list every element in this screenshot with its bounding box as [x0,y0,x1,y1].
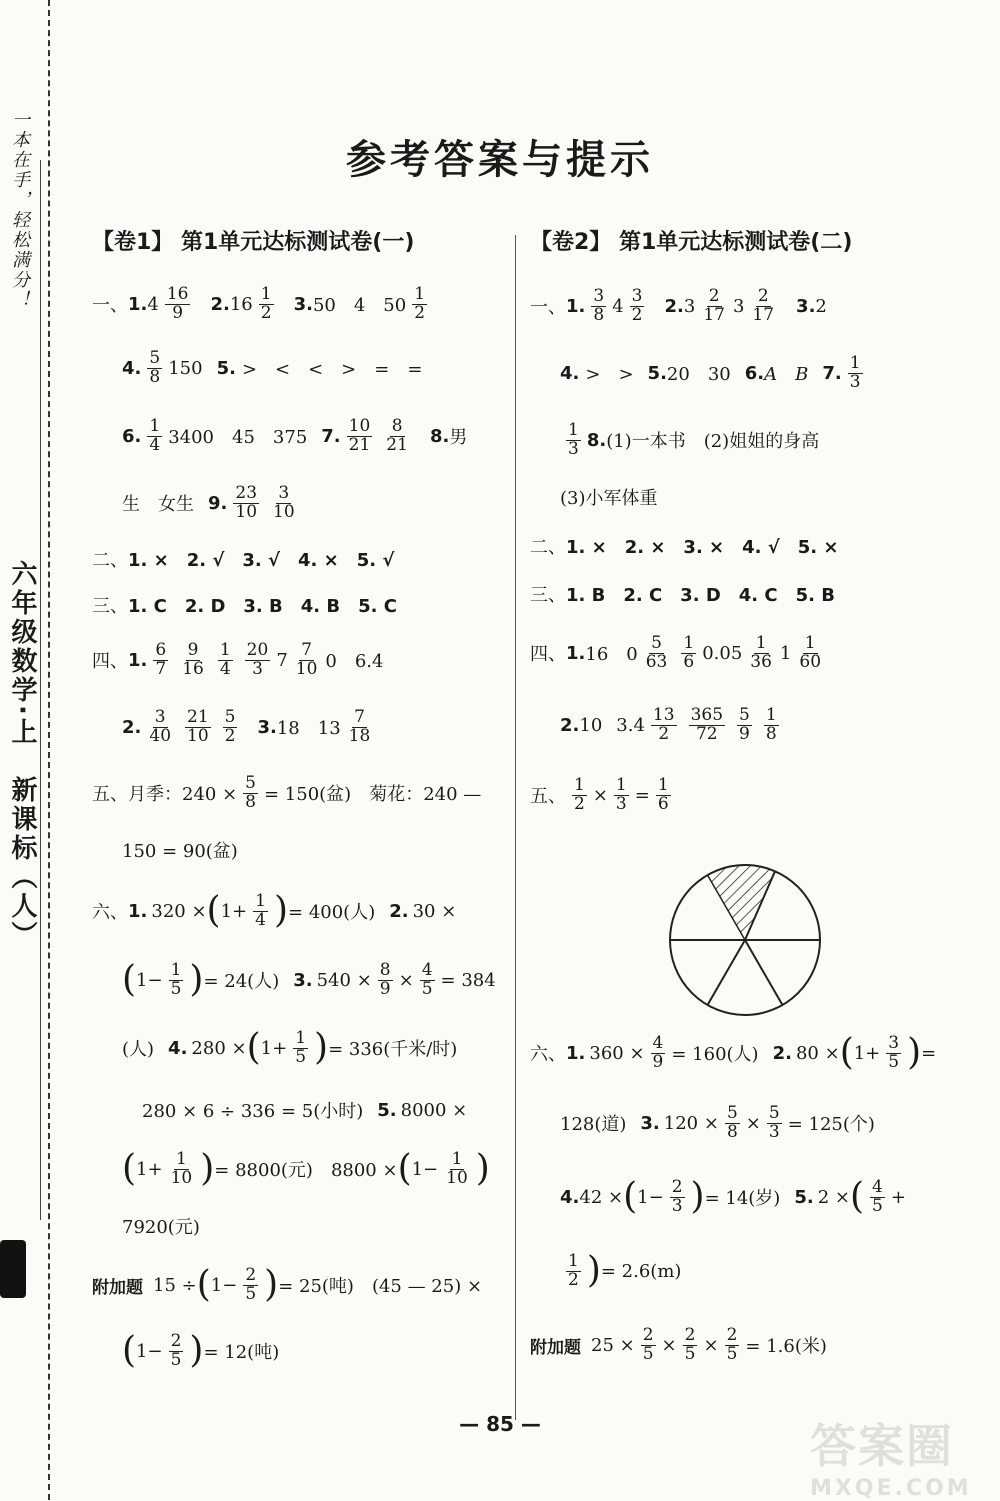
fraction: $\frac{1}{6}$ [657,774,669,814]
fraction: $\frac{20}{3}$ [246,639,269,679]
item-number: 1. [128,900,148,922]
answer-value: 15 ÷ [153,1274,197,1296]
left-section-header: 【卷1】 第1单元达标测试卷(一) [92,230,415,255]
question-label: 二、 [92,550,128,571]
fraction: $\frac{2}{5}$ [245,1264,257,1304]
margin-rule [40,160,41,1220]
right-section-header: 【卷2】 第1单元达标测试卷(二) [530,230,853,255]
fraction: $\frac{2}{5}$ [726,1324,738,1364]
answer-line [92,692,512,762]
extra-question-label: 附加题 [92,1277,143,1298]
item-number: 3. [293,969,313,991]
answer-line: 六、 1. 320 × ( 1+ $\frac{1}{4}$ ) = 400(人) 2. 30 × [92,890,457,931]
fraction: $\frac{1}{2}$ [260,283,272,323]
fraction: $\frac{4}{5}$ [872,1176,883,1216]
answer-value: 150 = 90(盆) [122,841,238,862]
fraction: $\frac{5}{8}$ [245,772,256,812]
answer-value: 540 × [316,969,372,991]
item-number: 3. [640,1112,660,1134]
fraction: $\frac{1}{2}$ [414,283,426,323]
binding-margin [0,0,50,1500]
answer-value: = 125(个) [787,1114,875,1135]
answer-value: 7 [276,649,288,671]
fraction: $\frac{3}{8}$ [593,285,605,325]
item-number: 3. [616,714,634,736]
item-number: 9. [208,492,228,514]
cut-line [48,0,50,1500]
fraction: $\frac{2}{17}$ [703,285,725,325]
circle-diagram [665,860,825,1020]
answer-value: > > [585,364,634,385]
answer-value: > < < > = = [241,359,423,380]
answer-value: 50 4 50 [312,295,407,316]
answer-value: 0 6.4 [325,651,384,672]
answer-value: 3400 45 375 [168,427,308,448]
watermark-logo [810,1410,995,1501]
answer-value: 150 [168,357,203,379]
fraction: $\frac{5}{8}$ [726,1102,738,1142]
item-number: 6. [122,425,142,447]
answer-line [92,402,512,470]
item-number: 8. [586,429,607,451]
item-number: 5. [794,1186,814,1208]
answer-line: 六、 1. 360 × $\frac{4}{9}$ = 160(人) 2. 80 × ( 1+ $\frac{3}{5}$ ) = [530,1032,937,1073]
fraction: $\frac{7}{10}$ [295,639,318,679]
answer-value: (3)小军体重 [560,488,658,509]
answer-value: A B [764,364,809,385]
fraction: $\frac{8}{21}$ [386,415,408,455]
answer-value: (人) [122,1039,155,1060]
fraction: $\frac{2}{5}$ [170,1330,182,1370]
answer-value: 7920(元) [122,1217,200,1238]
item-number: 5. [647,362,667,384]
right-column [530,225,960,828]
answer-value: 月季：240 × [128,784,238,805]
answer-value: = 8800(元) 8800 × [214,1160,398,1181]
answer-value: 360 × [589,1042,645,1064]
answer-value: 320 × [151,900,207,922]
answer-value: 3 [683,295,696,317]
item-number: 1. [566,642,586,664]
item-number: 2. [122,716,142,738]
item-number: 4. [122,357,142,379]
answer-value: = 160(人) [671,1044,759,1065]
answer-line [92,1082,512,1138]
answer-line: ( 1− $\frac{2}{5}$ ) = 12(吨) [122,1330,280,1371]
answer-line: ( 1+ $\frac{1}{10}$ ) = 8800(元) 8800 × ( 1− $\frac{1}{10}$ ) [122,1148,490,1189]
answer-value: 3 [732,295,745,317]
fraction: $\frac{2}{5}$ [684,1324,696,1364]
answer-line: (人) 4. 280 × ( 1+ $\frac{1}{5}$ ) = 336(千米/时) [122,1027,458,1068]
item-number: 1. [566,1042,586,1064]
answer-value: = 24(人) [203,971,280,992]
watermark-url-text: MXQE.COM [810,1476,972,1501]
answer-line [92,274,512,334]
extra-question-label: 附加题 [530,1337,581,1358]
question-label: 四、 [92,651,128,672]
fraction: $\frac{4}{5}$ [421,959,433,999]
answer-value: 30 × [412,900,457,922]
fraction: $\frac{2}{17}$ [752,285,775,325]
answer-value: 16 0 [585,644,638,665]
answer-value: 0.05 [702,642,743,664]
answer-value: 128(道) [560,1114,627,1135]
answer-value: 2 [815,295,827,317]
question-label: 四、 [530,644,566,665]
item-number: 2. [664,295,684,317]
item-number: 4. [560,362,580,384]
fraction: $\frac{1}{10}$ [170,1148,193,1188]
answer-line [530,472,960,522]
answer-line: $\frac{1}{2}$ ) = 2.6(m) [568,1250,682,1291]
question-label: 六、 [530,1044,566,1065]
radius-line [745,940,783,1005]
fraction: $\frac{1}{6}$ [683,632,695,672]
answer-line [530,618,960,688]
watermark-main-text: 答案圈 [810,1419,954,1473]
answer-value: 80 × [795,1042,840,1064]
answer-line [92,582,512,628]
answer-value: = 14(岁) [704,1188,781,1209]
fraction: $\frac{2}{5}$ [642,1324,654,1364]
answer-line [530,522,960,570]
fraction: $\frac{1}{4}$ [219,639,231,679]
fraction: $\frac{9}{16}$ [182,639,204,679]
item-number: 1. [128,649,148,671]
answer-value: = 336(千米/时) [328,1039,458,1060]
answer-value: = 12(吨) [203,1342,280,1363]
answer-line [92,762,512,824]
fraction: $\frac{2}{3}$ [671,1176,683,1216]
column-divider [515,235,516,1420]
answer-value: 男 [449,427,468,448]
answer-value: 8000 × [400,1099,468,1121]
fraction: $\frac{1}{2}$ [574,774,585,814]
answer-line: 附加题 15 ÷ ( 1− $\frac{2}{5}$ ) = 25(吨) (45 — 25) × [92,1264,483,1305]
fraction: $\frac{8}{9}$ [379,959,391,999]
answer-value: 18 13 [276,718,341,739]
item-number: 2. [772,1042,792,1064]
fraction: $\frac{1}{10}$ [446,1148,468,1188]
answer-value: = 2.6(m) [600,1260,682,1282]
item-number: 7. [321,425,341,447]
answer-line [92,1200,512,1252]
item-number: 4. [168,1037,188,1059]
answer-line [530,762,960,828]
answer-value: = 1.6(米) [745,1336,827,1357]
fraction: $\frac{5}{8}$ [149,347,161,387]
right-column-lower [530,1020,960,1382]
publisher-logo-tab [0,1240,26,1298]
fraction: $\frac{1}{3}$ [615,774,627,814]
question-label: 三、 [92,596,128,617]
fraction: $\frac{1}{8}$ [765,704,777,744]
answer-line: 4. 42 × ( 1− $\frac{2}{3}$ ) = 14(岁) 5. 2 × ( $\frac{4}{5}$ + [560,1176,906,1217]
book-info-text: 六年级数学·上 新课标（人） [7,560,37,950]
answer-line [530,570,960,618]
item-number: 6. [744,362,765,384]
fraction: $\frac{1}{36}$ [750,632,772,672]
answer-value: = 384 [440,969,496,991]
fraction: $\frac{1}{4}$ [255,890,266,930]
item-number: 1. [566,295,586,317]
answer-value: 10 [579,714,603,736]
answer-line [530,338,960,408]
operator: = [634,784,650,806]
left-column [92,225,512,1384]
fraction: $\frac{5}{3}$ [768,1102,780,1142]
fraction: $\frac{3}{40}$ [149,706,172,746]
answer-value: = [921,1042,937,1064]
item-number: 2. [210,293,230,315]
answer-value: 42 × [579,1186,624,1208]
answer-value: (1)一本书 (2)姐姐的身高 [606,431,820,452]
answer-value: 1. × 2. √ 3. √ 4. × 5. √ [128,550,395,571]
answer-value: 280 × 6 ÷ 336 = 5(小时) [142,1101,364,1122]
fraction: $\frac{10}{21}$ [348,415,371,455]
fraction: $\frac{3}{5}$ [888,1032,900,1072]
fraction: $\frac{1}{4}$ [149,415,161,455]
fraction: $\frac{7}{18}$ [348,706,371,746]
answer-value: 25 × [591,1334,635,1356]
fraction: $\frac{1}{60}$ [799,632,822,672]
answer-value: = 25(吨) (45 — 25) × [278,1276,483,1297]
answer-value: 1. C 2. D 3. B 4. B 5. C [128,596,397,617]
answer-line [92,470,512,536]
fraction: $\frac{365}{72}$ [690,704,724,744]
item-number: 2. [389,900,409,922]
answer-value: 1. B 2. C 3. D 4. C 5. B [566,585,835,606]
answer-line [530,688,960,762]
question-label: 三、 [530,585,566,606]
page-title: 参考答案与提示 [346,137,654,183]
fraction: $\frac{3}{10}$ [273,482,295,522]
slogan-text: 一本在手，轻松满分！ [9,110,30,310]
item-number: 5. [377,1099,397,1121]
item-number: 4. [560,1186,580,1208]
answer-value: = 150(盆) 菊花：240 — [264,784,482,805]
answer-line [530,408,960,472]
item-number: 3. [293,293,313,315]
answer-line [92,334,512,402]
fraction: $\frac{23}{10}$ [235,482,258,522]
fraction: $\frac{5}{63}$ [645,632,668,672]
fraction: $\frac{1}{3}$ [568,419,579,459]
answer-value: 2 × [817,1186,850,1208]
item-number: 3. [257,716,277,738]
answer-line [92,536,512,582]
answer-line: ( 1− $\frac{1}{5}$ ) = 24(人) 3. 540 × $\frac{8}{9}$ × $\frac{4}{5}$ = 384 [122,959,496,1000]
fraction: $\frac{4}{9}$ [652,1032,664,1072]
answer-value: 120 × [663,1112,719,1134]
fraction: $\frac{1}{3}$ [849,352,861,392]
answer-value: 4 [633,714,645,736]
fraction: $\frac{3}{2}$ [631,285,643,325]
question-label: 六、 [92,902,128,923]
answer-line [92,824,512,876]
answer-value: = 400(人) [288,902,376,923]
fraction: $\frac{1}{2}$ [568,1250,579,1290]
fraction: $\frac{5}{2}$ [224,706,236,746]
item-number: 8. [429,425,450,447]
answer-value: 20 30 [666,364,731,385]
fraction: $\frac{1}{5}$ [295,1027,307,1067]
answer-value: 1. × 2. × 3. × 4. √ 5. × [566,537,839,558]
fraction: $\frac{1}{5}$ [170,959,182,999]
operator: × [592,784,608,806]
fraction: $\frac{6}{7}$ [155,639,167,679]
question-label: 一、 [530,297,566,318]
fraction: $\frac{13}{2}$ [652,704,675,744]
answer-value: 1 [779,642,792,664]
item-number: 3. [796,295,816,317]
fraction: $\frac{5}{9}$ [739,704,750,744]
item-number: 5. [216,357,236,379]
question-label: 二、 [530,537,566,558]
shaded-sector [708,865,776,940]
answer-value: 生 女生 [122,494,194,515]
fraction: $\frac{16}{9}$ [166,283,189,323]
question-label: 一、 [92,295,128,316]
item-number: 2. [560,714,580,736]
answer-line: 128(道) 3. 120 × $\frac{5}{8}$ × $\frac{5}{3}$ = 125(个) [560,1102,875,1142]
answer-line: 附加题 25 × $\frac{2}{5}$ × $\frac{2}{5}$ × $\frac{2}{5}$ = 1.6(米) [530,1324,827,1364]
answer-value: 280 × [191,1037,247,1059]
fraction: $\frac{21}{10}$ [187,706,209,746]
question-label: 五、 [92,784,128,805]
answer-line [530,274,960,338]
question-label: 五、 [530,786,566,807]
item-number: 7. [822,362,842,384]
item-number: 1. [128,293,148,315]
answer-line [92,628,512,692]
page-number: — 85 — [459,1412,541,1436]
answer-value: 4 [147,293,159,315]
answer-value: 4 [612,295,624,317]
radius-line [708,940,746,1005]
answer-value: 16 [229,293,253,315]
